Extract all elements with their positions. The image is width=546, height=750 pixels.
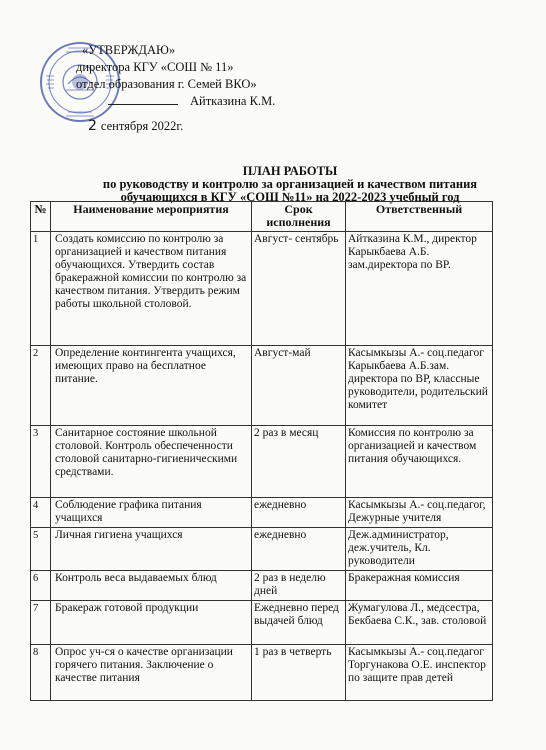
signature-line xyxy=(108,93,178,105)
row-number: 6 xyxy=(31,571,51,601)
approval-date-rest: сентября 2022г. xyxy=(100,119,184,133)
plan-subtitle-1: по руководству и контролю за организацией и качеством питания xyxy=(102,177,478,191)
row-event: Соблюдение графика питания учащихся xyxy=(51,498,252,528)
row-event: Опрос уч-ся о качестве организации горячего питания. Заключение о качестве питания xyxy=(51,645,252,701)
row-term: ежедневно xyxy=(252,498,346,528)
table-row xyxy=(31,232,493,346)
row-event: Санитарное состояние школьной столовой. Контроль обеспеченности столовой санитарно-гигиеническими средствами. xyxy=(51,426,252,498)
table-row xyxy=(31,601,493,645)
row-number: 7 xyxy=(31,601,51,645)
row-number: 5 xyxy=(31,528,51,571)
approval-signature xyxy=(108,93,275,110)
approval-date-day: 2 xyxy=(88,118,97,134)
row-number: 1 xyxy=(31,232,51,346)
row-term: 1 раз в четверть xyxy=(252,645,346,701)
table-row xyxy=(31,426,493,498)
row-responsible: Комиссия по контролю за организацией и качеством питания обучающихся. xyxy=(346,426,493,498)
row-event: Личная гигиена учащихся xyxy=(51,528,252,571)
row-term: ежедневно xyxy=(252,528,346,571)
row-number: 4 xyxy=(31,498,51,528)
approval-position: директора КГУ «СОШ № 11» xyxy=(76,60,234,74)
col-responsible-header: Ответственный xyxy=(346,202,493,232)
row-number: 2 xyxy=(31,346,51,426)
approval-title: «УТВЕРЖДАЮ» xyxy=(82,43,176,57)
row-event: Контроль веса выдаваемых блюд xyxy=(51,571,252,601)
table-row xyxy=(31,498,493,528)
row-term: Август- сентябрь xyxy=(252,232,346,346)
row-term: 2 раз в месяц xyxy=(252,426,346,498)
row-term: Август-май xyxy=(252,346,346,426)
row-responsible: Айтказина К.М., директор Карыкбаева А.Б. зам.директора по ВР. xyxy=(346,232,493,346)
table-row xyxy=(31,571,493,601)
row-responsible: Касымкызы А.- соц.педагог Торгунакова О.Е. инспектор по защите прав детей xyxy=(346,645,493,701)
approval-block xyxy=(62,42,275,135)
row-responsible: Касымкызы А.- соц.педагог, Дежурные учителя xyxy=(346,498,493,528)
col-term-header: Срок исполнения xyxy=(252,202,346,232)
plan-heading xyxy=(60,165,520,204)
approval-signer: Айтказина К.М. xyxy=(190,94,276,108)
col-event-header: Наименование мероприятия xyxy=(51,202,252,232)
row-event: Определение контингента учащихся, имеющих право на бесплатное питание. xyxy=(51,346,252,426)
plan-table xyxy=(30,201,493,701)
table-row xyxy=(31,528,493,571)
row-event: Бракераж готовой продукции xyxy=(51,601,252,645)
row-number: 3 xyxy=(31,426,51,498)
col-number-header: № xyxy=(31,202,51,232)
plan-subtitle-2: обучающихся в КГУ «СОШ №11» на 2022-2023 учебный год xyxy=(120,190,460,204)
row-responsible: Бракеражная комиссия xyxy=(346,571,493,601)
row-responsible: Касымкызы А.- соц.педагог Карыкбаева А.Б.зам. директора по ВР, классные руководители, родительский комитет xyxy=(346,346,493,426)
approval-department: отдел образования г. Семей ВКО» xyxy=(76,77,257,91)
row-responsible: Жумагулова Л., медсестра, Бекбаева С.К., зав. столовой xyxy=(346,601,493,645)
row-term: 2 раз в неделю дней xyxy=(252,571,346,601)
row-term: Ежедневно перед выдачей блюд xyxy=(252,601,346,645)
approval-date xyxy=(88,118,275,135)
row-responsible: Деж.администратор, деж.учитель, Кл. руководители xyxy=(346,528,493,571)
plan-title: ПЛАН РАБОТЫ xyxy=(242,164,338,178)
table-row xyxy=(31,645,493,701)
row-number: 8 xyxy=(31,645,51,701)
table-header-row xyxy=(31,202,493,232)
row-event: Создать комиссию по контролю за организацией и качеством питания обучающихся. Утвердить состав бракеражной комиссии по контролю за качеством питания. Утвердить режим работы школьной столовой. xyxy=(51,232,252,346)
table-row xyxy=(31,346,493,426)
